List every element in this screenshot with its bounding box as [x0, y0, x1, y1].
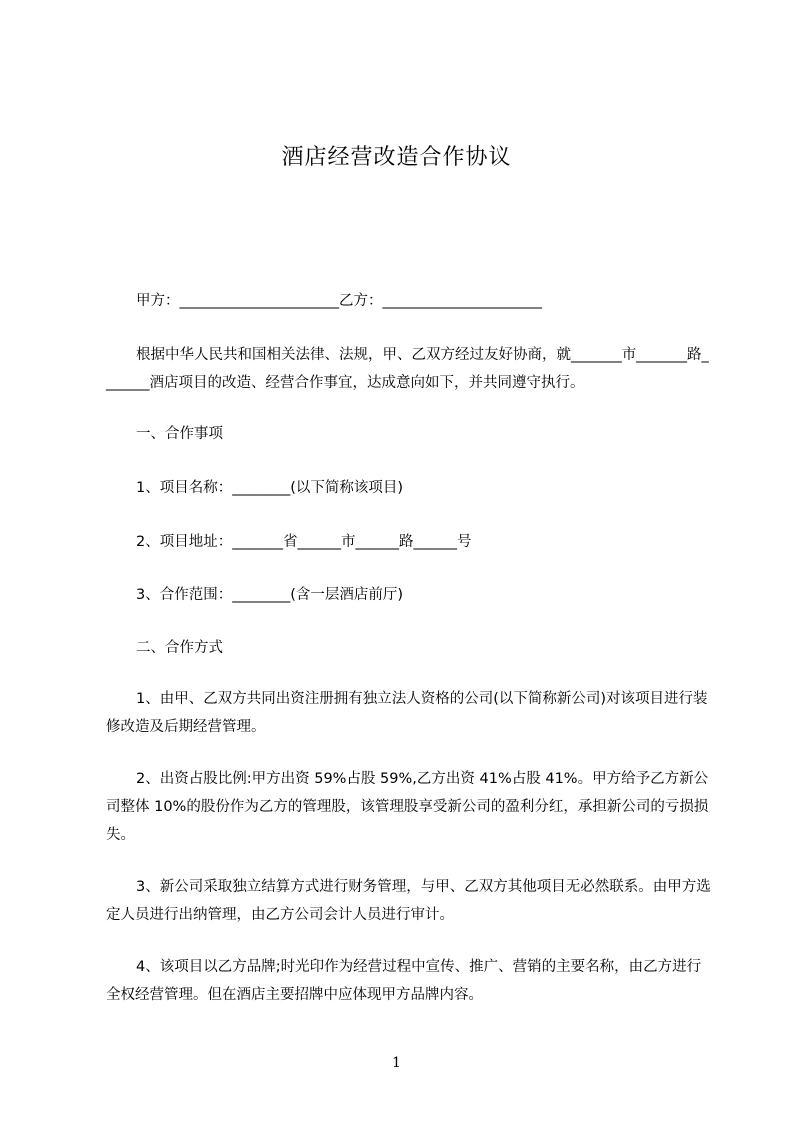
clause-4-paragraph: 4、该项目以乙方品牌;时光印作为经营过程中宣传、推广、营销的主要名称，由乙方进行全权经营管理。但在酒店主要招牌中应体现甲方品牌内容。 [106, 959, 702, 1003]
item-cooperation-scope: 3、合作范围：________(含一层酒店前厅) [136, 587, 404, 603]
parties-line: 甲方：______________________乙方：______________________ [136, 293, 542, 309]
document-title: 酒店经营改造合作协议 [281, 145, 512, 170]
clause-3-paragraph: 3、新公司采取独立结算方式进行财务管理，与甲、乙双方其他项目无必然联系。由甲方选定人员进行出纳管理，由乙方公司会计人员进行审计。 [106, 879, 711, 923]
section-heading-cooperation-matters: 一、合作事项 [136, 426, 223, 442]
clause-2-paragraph: 2、出资占股比例:甲方出资 59%占股 59%,乙方出资 41%占股 41%。甲方给予乙方新公司整体 10%的股份作为乙方的管理股，该管理股享受新公司的盈利分红，承担新公司的亏损损失。 [106, 771, 709, 843]
preamble-paragraph: 根据中华人民共和国相关法律、法规，甲、乙双方经过友好协商，就_______市_______路_______酒店项目的改造、经营合作事宜，达成意向如下，并共同遵守执行。 [106, 347, 709, 391]
page-number: 1 [392, 1055, 401, 1071]
item-project-name: 1、项目名称：________(以下简称该项目) [136, 480, 404, 496]
section-heading-cooperation-method: 二、合作方式 [136, 640, 223, 656]
clause-1-paragraph: 1、由甲、乙双方共同出资注册拥有独立法人资格的公司(以下简称新公司)对该项目进行装修改造及后期经营管理。 [106, 691, 708, 735]
item-project-address: 2、项目地址：_______省______市______路______号 [136, 534, 472, 550]
